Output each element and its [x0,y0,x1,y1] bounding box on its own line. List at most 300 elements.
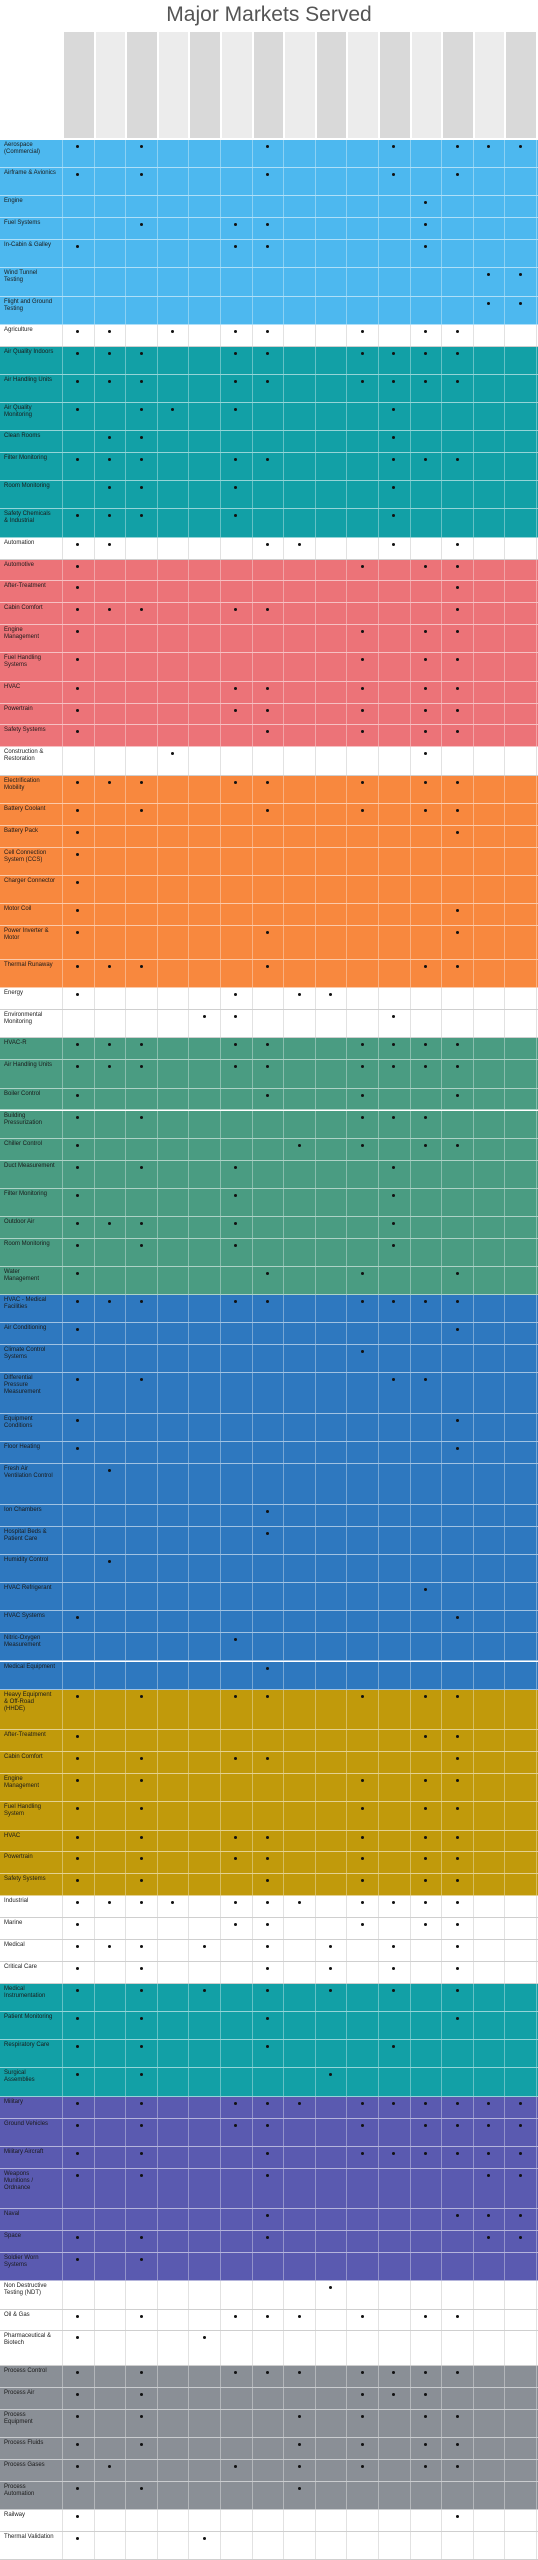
row-label: Construction & Restoration [4,749,44,763]
row-label: Aerospace (Commercial) [4,142,40,155]
market-dot [140,1378,143,1381]
grid-line [125,1345,126,1372]
grid-line [94,538,95,559]
grid-line [346,2438,347,2459]
grid-line [441,1414,442,1441]
grid-line [410,403,411,430]
market-dot [140,352,143,355]
grid-line [473,581,474,602]
market-dot [456,1757,459,1760]
market-dot [108,1901,111,1904]
table-row [0,140,538,168]
grid-line [157,1802,158,1829]
market-dot [140,380,143,383]
grid-line [473,1874,474,1895]
grid-line [346,960,347,987]
market-dot [456,2017,459,2020]
grid-line [315,804,316,825]
table-row [0,1089,538,1111]
grid-line [315,1217,316,1238]
row-label: Nitric-Oxygen Measurement [4,1635,41,1649]
market-dot [487,2174,490,2177]
grid-line [378,1464,379,1504]
grid-line [315,431,316,452]
table-row [0,1527,538,1555]
market-dot [266,1300,269,1303]
grid-line [410,904,411,925]
grid-line [283,2147,284,2168]
market-dot [76,2152,79,2155]
grid-line [94,804,95,825]
row-label: Non Destructive Testing (NDT) [4,2283,47,2297]
market-dot [234,1043,237,1046]
table-row [0,2231,538,2253]
market-dot [76,1043,79,1046]
row-label: Surgical Assemblies [4,2070,35,2084]
market-dot [108,514,111,517]
market-dot [361,1300,364,1303]
grid-line [157,1414,158,1441]
grid-line [504,1414,505,1441]
grid-line [283,1295,284,1322]
grid-line [157,538,158,559]
market-dot [140,2415,143,2418]
grid-line [157,1896,158,1917]
market-dot [519,2214,522,2217]
market-dot [76,514,79,517]
grid-line [536,1874,537,1895]
grid-line [315,2068,316,2095]
grid-line [536,453,537,480]
grid-line [252,2510,253,2531]
grid-line [504,2331,505,2364]
grid-line [252,2068,253,2095]
row-label: Air Quality Monitoring [4,404,33,418]
grid-line [188,268,189,295]
grid-line [346,297,347,324]
grid-line [441,1918,442,1939]
grid-line [157,2281,158,2308]
grid-line [346,1611,347,1632]
market-dot [234,1166,237,1169]
grid-line [504,325,505,346]
grid-line [220,2253,221,2280]
grid-line [346,1345,347,1372]
market-dot [424,2152,427,2155]
grid-line [315,2209,316,2230]
grid-line [157,1442,158,1463]
market-dot [456,709,459,712]
market-dot [424,630,427,633]
grid-line [473,1464,474,1504]
grid-line [283,960,284,987]
market-dot [108,1222,111,1225]
grid-line [378,1940,379,1961]
grid-line [346,268,347,295]
grid-line [346,804,347,825]
market-dot [266,709,269,712]
row-label: Powertrain [4,705,33,712]
grid-line [252,1217,253,1238]
grid-line [157,1690,158,1730]
grid-line [283,218,284,239]
grid-line [346,1161,347,1188]
grid-line [252,1802,253,1829]
grid-line [410,196,411,217]
market-dot [76,2487,79,2490]
grid-line [410,1852,411,1873]
grid-line [346,1662,347,1689]
grid-line [188,2281,189,2308]
grid-line [315,1189,316,1216]
market-dot [234,2124,237,2127]
table-row [0,1874,538,1896]
grid-line [125,1555,126,1582]
grid-line [283,2281,284,2308]
grid-line [473,2119,474,2146]
grid-line [188,1505,189,1526]
grid-line [315,1323,316,1344]
grid-line [220,1984,221,2011]
row-label: Filter Monitoring [4,455,48,462]
grid-line [252,2310,253,2331]
grid-line [157,2012,158,2039]
grid-line [94,1852,95,1873]
grid-line [125,1831,126,1852]
grid-line [504,1505,505,1526]
grid-line [125,2068,126,2095]
grid-line [473,1505,474,1526]
grid-line [473,704,474,725]
grid-line [125,2410,126,2437]
grid-line [220,1111,221,1138]
market-dot [456,2443,459,2446]
market-dot [456,658,459,661]
grid-line [62,2097,63,2118]
grid-line [220,1442,221,1463]
grid-line [473,1527,474,1554]
grid-line [315,2147,316,2168]
grid-line [346,1038,347,1059]
grid-line [504,2231,505,2252]
market-dot [108,1945,111,1948]
column-header [125,32,157,138]
grid-line [504,1752,505,1773]
grid-line [220,1267,221,1294]
grid-line [441,1730,442,1751]
grid-line [473,1139,474,1160]
table-row [0,2410,538,2438]
row-label: Boiler Control [4,1090,41,1097]
grid-line [504,403,505,430]
grid-line [410,1874,411,1895]
grid-line [94,2169,95,2209]
table-row [0,1139,538,1161]
grid-line [504,560,505,581]
market-dot [456,2124,459,2127]
market-dot [361,352,364,355]
grid-line [252,2147,253,2168]
grid-line [188,325,189,346]
market-dot [424,1043,427,1046]
grid-line [346,581,347,602]
grid-line [441,2097,442,2118]
grid-line [378,140,379,167]
grid-line [346,2532,347,2559]
grid-line [346,2097,347,2118]
row-label: After-Treatment [4,583,46,590]
grid-line [62,1038,63,1059]
grid-line [125,1189,126,1216]
grid-line [62,704,63,725]
table-row [0,2281,538,2309]
market-dot [108,543,111,546]
market-dot [361,2371,364,2374]
grid-line [157,325,158,346]
grid-line [62,375,63,402]
grid-line [473,2460,474,2481]
grid-line [410,1918,411,1939]
table-row [0,2119,538,2147]
grid-line [252,2253,253,2280]
grid-line [410,2209,411,2230]
grid-line [220,804,221,825]
grid-line [441,2119,442,2146]
grid-line [62,509,63,536]
row-label: Safety Chemicals & Industrial [4,511,51,525]
grid-line [252,1583,253,1610]
market-dot [361,1857,364,1860]
row-label: Filter Monitoring [4,1190,48,1197]
row-label: Engine Management [4,1776,40,1790]
grid-line [62,725,63,746]
market-dot [329,2073,332,2076]
grid-line [410,1323,411,1344]
grid-line [536,960,537,987]
market-dot [76,2236,79,2239]
grid-line [346,1239,347,1266]
table-row [0,2532,538,2560]
market-dot [456,809,459,812]
grid-line [220,347,221,374]
market-dot [76,1836,79,1839]
grid-line [504,1038,505,1059]
market-dot [76,1616,79,1619]
table-row [0,1345,538,1373]
grid-line [283,2097,284,2118]
market-dot [519,2124,522,2127]
market-dot [140,2443,143,2446]
grid-line [188,1852,189,1873]
grid-line [252,2438,253,2459]
grid-line [283,1690,284,1730]
grid-line [536,538,537,559]
market-dot [140,1989,143,1992]
row-label: Railway [4,2511,26,2518]
grid-line [252,268,253,295]
grid-line [283,2068,284,2095]
grid-line [125,2169,126,2209]
grid-line [188,926,189,959]
table-row [0,1038,538,1060]
row-label: Room Monitoring [4,483,50,490]
grid-line [188,218,189,239]
grid-line [441,1984,442,2011]
grid-line [283,1852,284,1873]
grid-line [94,2310,95,2331]
table-row [0,2510,538,2532]
grid-line [252,1896,253,1917]
grid-line [441,1752,442,1773]
grid-line [62,1752,63,1773]
market-dot [456,1945,459,1948]
grid-line [346,168,347,195]
market-dot [424,965,427,968]
market-dot [456,1779,459,1782]
grid-line [188,481,189,508]
grid-line [504,2460,505,2481]
grid-line [125,1752,126,1773]
market-dot [140,1244,143,1247]
grid-line [378,848,379,875]
grid-line [315,509,316,536]
grid-line [410,1295,411,1322]
grid-line [125,704,126,725]
grid-line [410,1831,411,1852]
grid-line [220,581,221,602]
grid-line [441,2510,442,2531]
grid-line [125,1774,126,1801]
grid-line [252,1831,253,1852]
market-dot [266,330,269,333]
grid-line [504,1217,505,1238]
grid-line [410,2012,411,2039]
market-dot [234,1695,237,1698]
grid-line [441,1852,442,1873]
market-dot [456,1989,459,1992]
grid-line [441,453,442,480]
grid-line [346,1752,347,1773]
grid-line [125,347,126,374]
market-dot [266,380,269,383]
grid-line [441,2460,442,2481]
grid-line [536,904,537,925]
grid-line [220,2119,221,2146]
grid-line [62,988,63,1009]
market-dot [140,1116,143,1119]
grid-line [378,1984,379,2011]
market-dot [76,1244,79,1247]
row-label: Fuel Systems [4,220,41,227]
grid-line [157,1752,158,1773]
market-dot [392,1116,395,1119]
market-dot [76,809,79,812]
market-dot [140,2174,143,2177]
grid-line [346,1373,347,1413]
grid-line [410,682,411,703]
grid-line [252,1010,253,1037]
grid-line [536,168,537,195]
grid-line [62,2510,63,2531]
table-row [0,1918,538,1940]
grid-line [504,1555,505,1582]
grid-line [94,776,95,803]
grid-line [157,848,158,875]
grid-line [346,218,347,239]
grid-line [410,218,411,239]
market-dot [361,1879,364,1882]
grid-line [504,1633,505,1660]
grid-line [283,988,284,1009]
grid-line [94,1345,95,1372]
market-dot [140,2393,143,2396]
grid-line [441,2532,442,2559]
grid-line [220,776,221,803]
row-label: Marine [4,1920,23,1927]
grid-line [346,2482,347,2509]
table-row [0,2253,538,2281]
market-dot [424,1300,427,1303]
grid-line [157,747,158,774]
grid-line [252,1940,253,1961]
row-label: Heavy Equipment & Off-Road (HHDE) [4,1691,52,1712]
grid-line [188,1345,189,1372]
grid-line [410,1802,411,1829]
market-dot [266,1836,269,1839]
grid-line [252,297,253,324]
grid-line [504,725,505,746]
market-dot [76,1194,79,1197]
grid-line [62,2040,63,2067]
grid-line [536,268,537,295]
grid-line [315,2012,316,2039]
grid-line [504,2097,505,2118]
grid-line [410,538,411,559]
grid-line [188,1730,189,1751]
grid-line [220,431,221,452]
grid-line [220,1802,221,1829]
market-dot [140,1836,143,1839]
grid-line [220,196,221,217]
grid-line [125,581,126,602]
grid-line [346,481,347,508]
grid-line [283,682,284,703]
market-dot [108,2465,111,2468]
market-dot [456,1836,459,1839]
grid-line [188,1089,189,1110]
market-dot [266,1510,269,1513]
row-label: Safety Systems [4,727,46,734]
grid-line [157,904,158,925]
grid-line [94,1323,95,1344]
table-row [0,2209,538,2231]
market-dot [519,2152,522,2155]
grid-line [94,403,95,430]
column-header [283,32,315,138]
grid-line [188,725,189,746]
grid-line [283,1414,284,1441]
market-dot [456,1300,459,1303]
grid-line [378,481,379,508]
market-dot [456,1616,459,1619]
grid-line [473,747,474,774]
market-dot [424,730,427,733]
market-dot [140,1757,143,1760]
grid-line [188,1662,189,1689]
column-header [62,32,94,138]
grid-line [125,1984,126,2011]
grid-line [220,1831,221,1852]
